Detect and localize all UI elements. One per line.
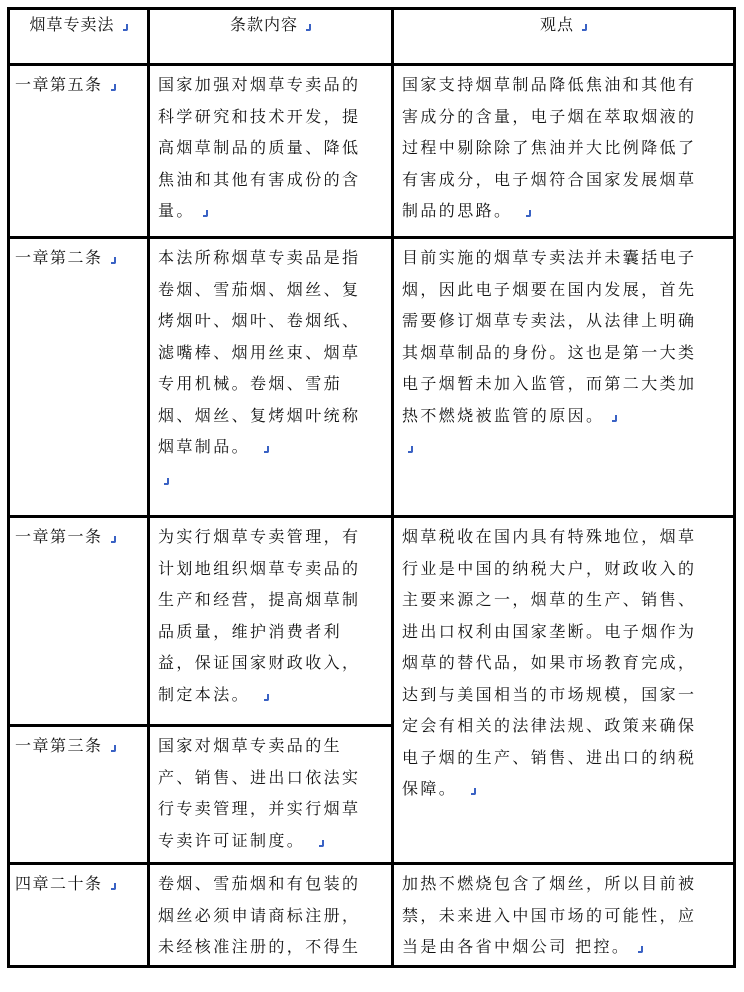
row-divider-1 xyxy=(7,236,736,239)
header-clause-label: 条款内容 xyxy=(229,15,298,34)
return-arrow-icon xyxy=(264,446,269,453)
return-arrow-icon xyxy=(306,24,311,31)
table-row-clause: 为实行烟草专卖管理，有 计划地组织烟草专卖品的 生产和经营，提高烟草制 品质量，维护消费者利 益，保证国家财政收入， 制定本法。 xyxy=(158,527,361,704)
table-border-left xyxy=(7,7,10,968)
header-divider xyxy=(7,63,736,66)
header-opinion xyxy=(394,10,733,35)
return-arrow-icon xyxy=(638,946,643,953)
return-arrow-icon xyxy=(526,210,531,217)
row-divider-2 xyxy=(7,515,736,518)
table-row-opinion: 国家支持烟草制品降低焦油和其他有 害成分的含量，电子烟在萃取烟液的 过程中剔除除了焦油并大比例降低了 有害成分，电子烟符合国家发展烟草 制品的思路。 xyxy=(402,75,697,220)
row-divider-4 xyxy=(7,862,736,865)
table-row-clause: 本法所称烟草专卖品是指 卷烟、雪茄烟、烟丝、复 烤烟叶、烟叶、卷烟纸、 滤嘴棒、烟用丝束、烟草 专用机械。卷烟、雪茄 烟、烟丝、复烤烟叶统称 烟草制品。 xyxy=(158,242,390,494)
header-law xyxy=(10,10,147,35)
table-row-opinion: 目前实施的烟草专卖法并未囊括电子 烟，因此电子烟要在国内发展，首先 需要修订烟草专卖法，从法律上明确 其烟草制品的身份。这也是第一大类 电子烟暂未加入监管，而第二大类加 热不燃烧被监管的原因。 xyxy=(402,242,734,463)
header-opinion-label: 观点 xyxy=(539,15,574,34)
return-arrow-icon xyxy=(203,210,208,217)
return-arrow-icon xyxy=(111,745,116,752)
table-row-opinion: 烟草税收在国内具有特殊地位，烟草 行业是中国的纳税大户，财政收入的 主要来源之一，烟草的生产、销售、 进出口权利由国家垄断。电子烟作为 烟草的替代品，如果市场教育完成， 达到与美国相当的市场规模，国家一 定会有相关的法律法规、政策来确保 电子烟的生产、销售、进出口的纳税 保障。 xyxy=(402,527,697,798)
column-divider-2 xyxy=(391,7,394,968)
table-row-article: 一章第五条 xyxy=(15,69,145,101)
table-row-opinion: 加热不燃烧包含了烟丝，所以目前被 禁，未来进入中国市场的可能性，应 当是由各省中烟公司 把控。 xyxy=(402,874,697,956)
column-divider-1 xyxy=(147,7,150,968)
clause-comparison-table xyxy=(7,7,736,968)
return-arrow-icon xyxy=(111,257,116,264)
table-row-clause: 国家对烟草专卖品的生 产、销售、进出口依法实 行专卖管理，并实行烟草 专卖许可证制度。 xyxy=(158,736,361,850)
header-law-label: 烟草专卖法 xyxy=(29,15,115,34)
return-arrow-icon xyxy=(111,84,116,91)
return-arrow-icon xyxy=(582,24,587,31)
table-row-article: 一章第三条 xyxy=(15,730,145,762)
row-divider-3 xyxy=(7,724,394,727)
return-arrow-icon xyxy=(264,694,269,701)
table-row-article: 一章第一条 xyxy=(15,521,145,553)
return-arrow-icon xyxy=(111,536,116,543)
table-row-clause: 国家加强对烟草专卖品的 科学研究和技术开发，提 高烟草制品的质量、降低 焦油和其他有害成份的含 量。 xyxy=(158,75,361,220)
return-arrow-icon xyxy=(164,478,169,485)
table-row-article: 一章第二条 xyxy=(15,242,145,274)
table-row-article: 四章二十条 xyxy=(15,868,145,900)
return-arrow-icon xyxy=(612,415,617,422)
return-arrow-icon xyxy=(319,840,324,847)
return-arrow-icon xyxy=(123,24,128,31)
return-arrow-icon xyxy=(471,788,476,795)
return-arrow-icon xyxy=(408,446,413,453)
return-arrow-icon xyxy=(111,883,116,890)
table-row-clause: 卷烟、雪茄烟和有包装的 烟丝必须申请商标注册， 未经核准注册的，不得生 xyxy=(158,874,361,956)
header-clause xyxy=(150,10,391,35)
table-border-bottom xyxy=(7,965,736,968)
